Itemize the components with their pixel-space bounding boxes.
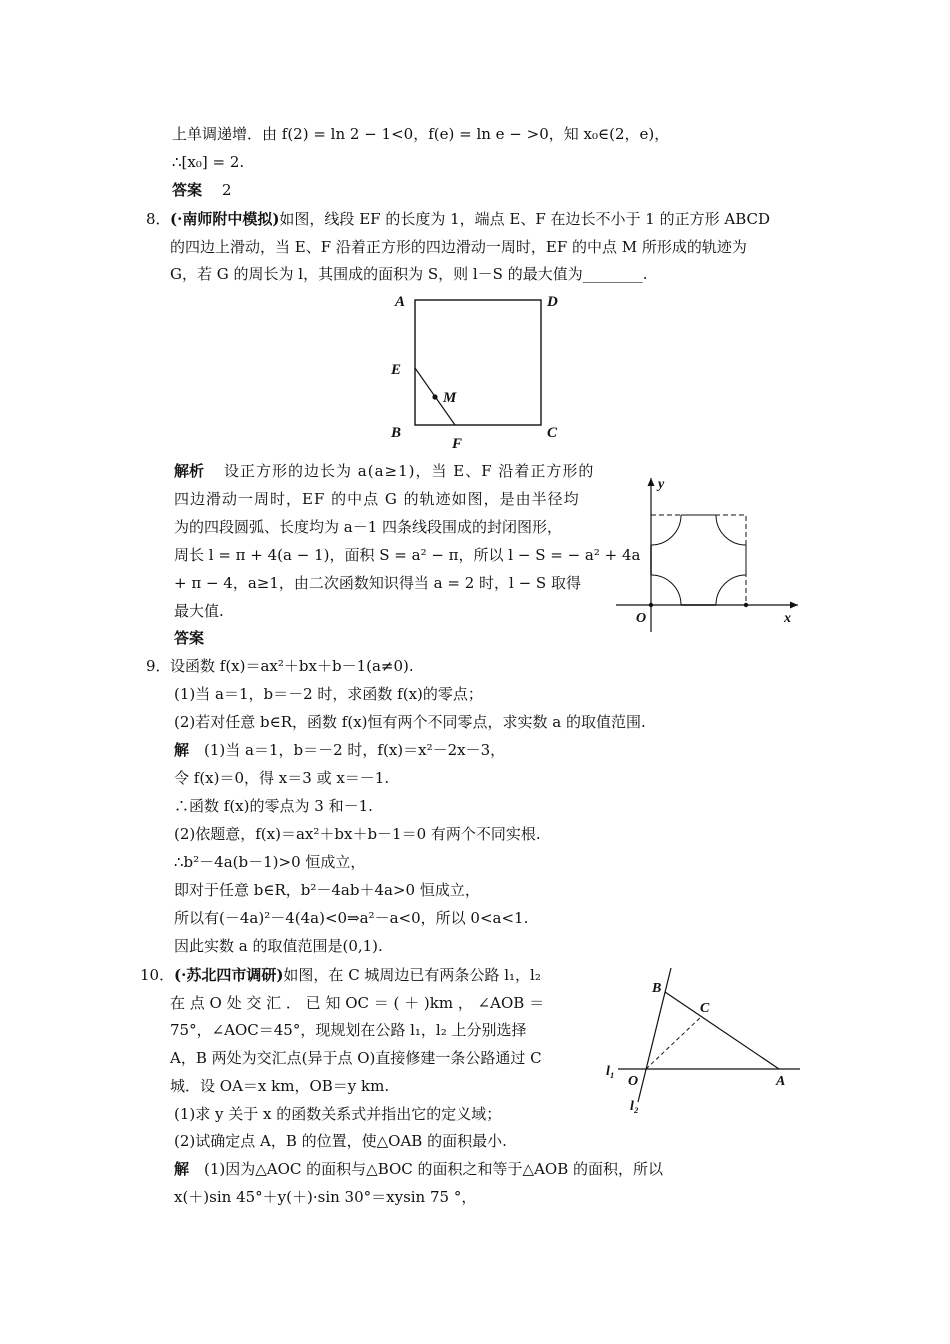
question-number: 9． — [146, 657, 171, 675]
locus-arc — [651, 575, 681, 605]
question-source: (·南师附中模拟) — [170, 210, 280, 228]
label-e: E — [391, 362, 402, 378]
square-outline-dashed — [651, 515, 746, 605]
label-y: y — [658, 477, 665, 492]
question-text: 设函数 f(x)＝ax²＋bx＋b－1(a≠0). — [170, 657, 414, 675]
question-text: 的四边上滑动，当 E、F 沿着正方形的四边滑动一周时，EF 的中点 M 所形成的轨迹为 — [170, 238, 747, 256]
label-l1: l₁ — [606, 1064, 615, 1079]
analysis-text: + π − 4，a≥1，由二次函数知识得当 a = 2 时，l − S 取得 — [174, 574, 581, 592]
square-abcd — [415, 300, 541, 425]
solution-label: 解 — [174, 741, 190, 759]
answer-value: 2 — [222, 181, 232, 199]
label-o: O — [636, 611, 647, 626]
question-text: 75°，∠AOC＝45°，现规划在公路 l₁，l₂ 上分别选择 — [170, 1021, 527, 1039]
question-text: A，B 两处为交汇点(异于点 O)直接修建一条公路通过 C — [170, 1049, 542, 1067]
question-text: 城．设 OA＝x km，OB＝y km. — [170, 1077, 390, 1095]
square-figure — [385, 290, 565, 455]
solution-text: 令 f(x)＝0，得 x＝3 或 x＝－1. — [174, 769, 390, 787]
origin-point — [649, 603, 653, 607]
label-b: B — [652, 981, 662, 996]
roads-figure — [604, 964, 804, 1114]
label-m: M — [443, 390, 457, 406]
label-l2: l₂ — [630, 1099, 639, 1114]
analysis-text: 最大值. — [174, 602, 224, 620]
question-text: (2)若对任意 b∈R，函数 f(x)恒有两个不同零点，求实数 a 的取值范围. — [174, 713, 646, 731]
label-b: B — [391, 425, 402, 441]
question-number: 8． — [146, 210, 171, 228]
label-f: F — [452, 436, 463, 452]
question-text: G，若 G 的周长为 l，其围成的面积为 S，则 l－S 的最大值为________. — [170, 265, 648, 283]
text-line: 上单调递增．由 f(2) = ln 2 − 1<0，f(e) = ln e − >0，知 x₀∈(2，e)， — [172, 125, 670, 143]
locus-arc — [716, 575, 746, 605]
question-text-part: 如图，在 C 城周边已有两条公路 l₁，l₂ — [283, 966, 541, 984]
solution-text: ∴b²－4a(b－1)>0 恒成立， — [174, 853, 366, 871]
label-a: A — [776, 1074, 786, 1089]
label-x: x — [784, 611, 791, 626]
solution-text: x(＋)sin 45°＋y(＋)·sin 30°＝xysin 75 °， — [174, 1188, 477, 1206]
question-text: 在 点 O 处 交 汇 ． 已 知 OC ＝ ( ＋ )km ， ∠AOB ＝ — [170, 994, 545, 1012]
question-text-part: 如图，线段 EF 的长度为 1，端点 E、F 在边长不小于 1 的正方形 ABCD — [279, 210, 771, 228]
question-text — [174, 965, 541, 985]
question-text: (1)求 y 关于 x 的函数关系式并指出它的定义域； — [174, 1105, 502, 1123]
answer-label: 答案 — [172, 181, 203, 199]
segment-oc — [646, 1016, 702, 1069]
text-line: ∴[x₀] = 2. — [172, 153, 245, 171]
x-axis-arrow — [790, 602, 798, 609]
road-ab — [665, 992, 779, 1069]
label-c: C — [700, 1001, 710, 1016]
solution-text: (1)因为△AOC 的面积与△BOC 的面积之和等于△AOB 的面积，所以 — [204, 1160, 663, 1178]
analysis-text: 为的四段圆弧、长度均为 a－1 四条线段围成的封闭图形， — [174, 518, 563, 536]
midpoint-m — [432, 394, 437, 399]
question-number: 10． — [140, 966, 175, 984]
locus-arc — [651, 515, 681, 545]
corner-point — [744, 603, 748, 607]
locus-arc — [716, 515, 746, 545]
y-axis-arrow — [648, 478, 655, 486]
solution-text: 即对于任意 b∈R，b²－4ab＋4a>0 恒成立， — [174, 881, 480, 899]
analysis-label: 解析 — [174, 462, 205, 480]
solution-text: (1)当 a＝1，b＝－2 时，f(x)＝x²－2x－3， — [204, 741, 506, 759]
solution-text: 所以有(－4a)²－4(4a)<0⇒a²－a<0，所以 0<a<1. — [174, 909, 529, 927]
question-source: (·苏北四市调研) — [174, 966, 284, 984]
solution-text: (2)依题意，f(x)＝ax²＋bx＋b－1＝0 有两个不同实根. — [174, 825, 541, 843]
label-c: C — [547, 425, 558, 441]
label-o: O — [628, 1074, 639, 1089]
solution-label: 解 — [174, 1160, 190, 1178]
analysis-text: 四边滑动一周时，EF 的中点 G 的轨迹如图，是由半径均 — [174, 490, 580, 508]
answer-label: 答案 — [174, 629, 205, 647]
analysis-text: 设正方形的边长为 a(a≥1)，当 E、F 沿着正方形的 — [224, 462, 595, 480]
label-d: D — [547, 294, 558, 310]
label-a: A — [395, 294, 406, 310]
solution-text: 因此实数 a 的取值范围是(0,1). — [174, 937, 383, 955]
analysis-text: 周长 l = π + 4(a − 1)，面积 S = a² − π，所以 l − S = − a² + 4a — [174, 546, 641, 564]
locus-figure — [612, 472, 802, 632]
solution-text: ∴函数 f(x)的零点为 3 和－1. — [174, 797, 373, 815]
question-text: (2)试确定点 A，B 的位置，使△OAB 的面积最小. — [174, 1132, 507, 1150]
question-text: (1)当 a＝1，b＝－2 时，求函数 f(x)的零点； — [174, 685, 483, 703]
question-text — [170, 209, 770, 229]
